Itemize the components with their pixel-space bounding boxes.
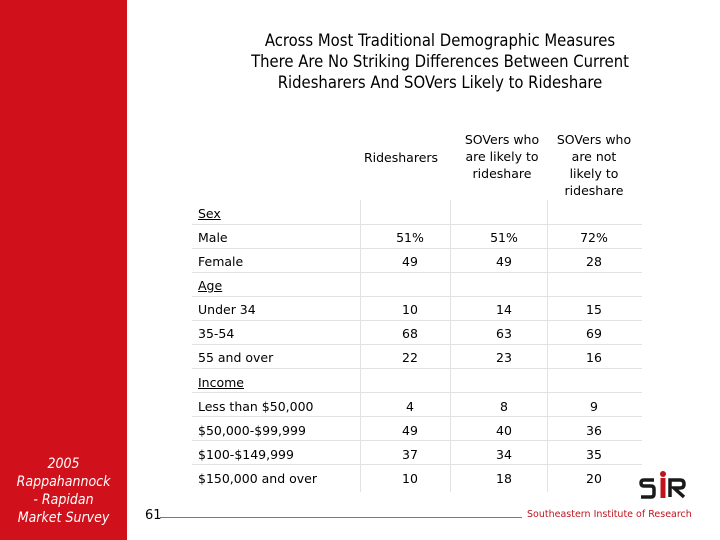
- column-header-line: likely to: [569, 166, 619, 181]
- column-header-line: Ridesharers: [363, 150, 439, 165]
- row-divider: [192, 296, 642, 297]
- row-divider: [192, 464, 642, 465]
- table-cell: 68: [402, 326, 418, 341]
- column-divider: [450, 200, 451, 492]
- table-cell: 10: [402, 302, 418, 317]
- title-line: There Are No Striking Differences Between Current: [251, 52, 629, 71]
- table-cell: 20: [586, 471, 602, 486]
- footer-rule: [160, 517, 522, 518]
- column-header-line: are not: [571, 149, 617, 164]
- column-header-sovers-not-likely: [552, 131, 636, 199]
- table-cell: 72%: [580, 230, 608, 245]
- column-header-line: SOVers who: [464, 132, 540, 147]
- row-divider: [192, 416, 642, 417]
- survey-name-line: - Rapidan: [33, 492, 94, 508]
- table-cell: 37: [402, 447, 418, 462]
- table-cell: 40: [496, 423, 512, 438]
- row-divider: [192, 248, 642, 249]
- row-divider: [192, 344, 642, 345]
- table-cell: 14: [496, 302, 512, 317]
- table-cell: 22: [402, 350, 418, 365]
- row-divider: [192, 224, 642, 225]
- row-label: $150,000 and over: [198, 471, 317, 486]
- table-cell: 15: [586, 302, 602, 317]
- table-cell: 34: [496, 447, 512, 462]
- table-cell: 51%: [490, 230, 518, 245]
- column-header-line: rideshare: [472, 166, 532, 181]
- section-label-age: Age: [198, 278, 223, 293]
- table-cell: 16: [586, 350, 602, 365]
- survey-name-line: Market Survey: [17, 510, 110, 526]
- section-label-income: Income: [198, 375, 244, 390]
- title-line: Across Most Traditional Demographic Measures: [264, 31, 616, 50]
- column-header-line: SOVers who: [556, 132, 632, 147]
- table-cell: 49: [402, 254, 418, 269]
- table-cell: 36: [586, 423, 602, 438]
- table-cell: 4: [406, 399, 414, 414]
- row-label: 35-54: [198, 326, 235, 341]
- row-label: Female: [198, 254, 244, 269]
- table-cell: 9: [590, 399, 598, 414]
- slide-title: [190, 30, 690, 93]
- survey-name-line: Rappahannock: [16, 474, 111, 490]
- table-cell: 49: [402, 423, 418, 438]
- table-cell: 18: [496, 471, 512, 486]
- column-header-sovers-likely: [454, 131, 550, 182]
- table-cell: 28: [586, 254, 602, 269]
- row-divider: [192, 272, 642, 273]
- demographics-table: [192, 125, 642, 492]
- section-label-sex: Sex: [198, 206, 221, 221]
- row-label: Under 34: [198, 302, 256, 317]
- table-cell: 23: [496, 350, 512, 365]
- row-label: Less than $50,000: [198, 399, 314, 414]
- row-label: $50,000-$99,999: [198, 423, 306, 438]
- row-divider: [192, 320, 642, 321]
- row-divider: [192, 440, 642, 441]
- logo-figure: [660, 471, 666, 498]
- table-cell: 8: [500, 399, 508, 414]
- table-cell: 10: [402, 471, 418, 486]
- table-cell: 63: [496, 326, 512, 341]
- column-header-ridesharers: [357, 149, 445, 166]
- page-number: 61: [145, 508, 162, 523]
- row-divider: [192, 392, 642, 393]
- survey-name: [0, 455, 127, 527]
- column-divider: [360, 200, 361, 492]
- sir-logo-icon: [638, 470, 688, 500]
- table-cell: 35: [586, 447, 602, 462]
- row-label: Male: [198, 230, 228, 245]
- column-header-line: rideshare: [564, 183, 624, 198]
- organization-name: Southeastern Institute of Research: [527, 509, 692, 520]
- table-cell: 51%: [396, 230, 424, 245]
- column-header-line: are likely to: [465, 149, 539, 164]
- table-cell: 69: [586, 326, 602, 341]
- table-cell: 49: [496, 254, 512, 269]
- column-divider: [547, 200, 548, 492]
- row-divider: [192, 368, 642, 369]
- title-line: Ridesharers And SOVers Likely to Rideshare: [277, 73, 603, 92]
- survey-name-line: 2005: [47, 456, 80, 472]
- row-label: 55 and over: [198, 350, 274, 365]
- row-label: $100-$149,999: [198, 447, 294, 462]
